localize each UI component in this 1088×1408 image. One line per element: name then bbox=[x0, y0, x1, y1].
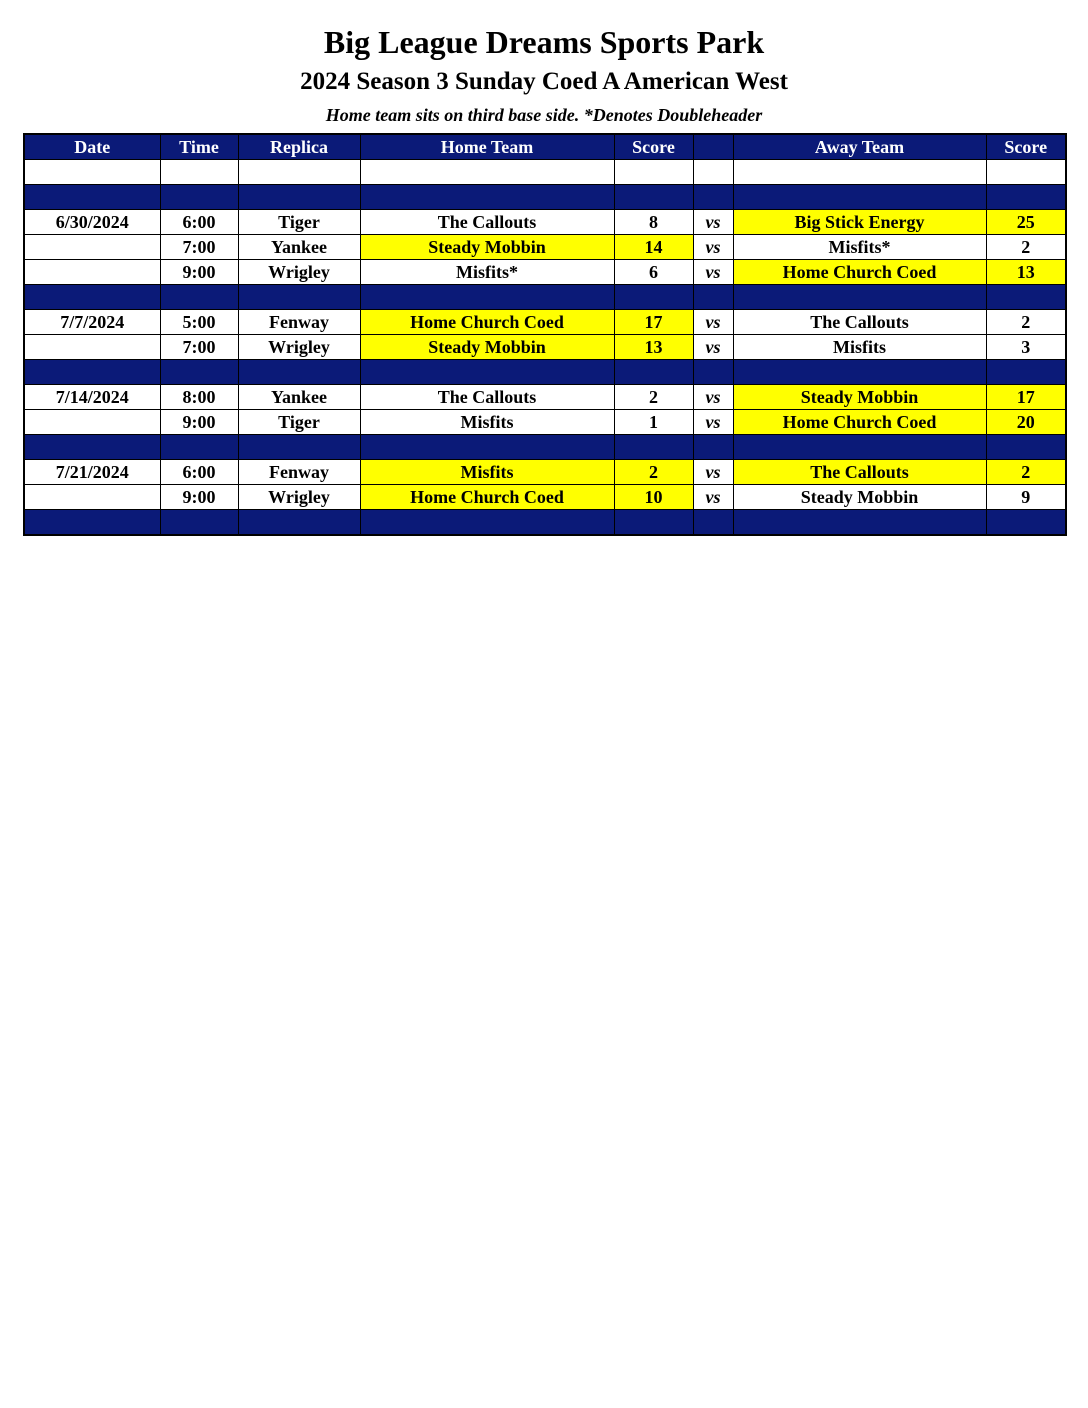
time-cell bbox=[160, 510, 238, 536]
home-team-cell: Steady Mobbin bbox=[360, 335, 614, 360]
replica-cell: Yankee bbox=[238, 235, 360, 260]
home-team-cell: The Callouts bbox=[360, 385, 614, 410]
vs-cell: vs bbox=[693, 235, 733, 260]
vs-cell: vs bbox=[693, 460, 733, 485]
away-score-cell: 2 bbox=[986, 460, 1066, 485]
home-score-cell bbox=[614, 435, 693, 460]
time-cell: 6:00 bbox=[160, 460, 238, 485]
vs-cell: vs bbox=[693, 210, 733, 235]
replica-cell bbox=[238, 360, 360, 385]
away-team-cell: Home Church Coed bbox=[733, 260, 986, 285]
time-cell: 9:00 bbox=[160, 410, 238, 435]
vs-cell bbox=[693, 510, 733, 536]
time-cell: 5:00 bbox=[160, 310, 238, 335]
table-row bbox=[24, 260, 1066, 285]
home-score-cell bbox=[614, 185, 693, 210]
home-score-cell: 13 bbox=[614, 335, 693, 360]
replica-cell: Wrigley bbox=[238, 485, 360, 510]
time-cell bbox=[160, 435, 238, 460]
vs-cell: vs bbox=[693, 410, 733, 435]
date-cell bbox=[24, 510, 160, 536]
replica-cell bbox=[238, 185, 360, 210]
home-score-cell: 8 bbox=[614, 210, 693, 235]
col-header-vs bbox=[693, 134, 733, 160]
away-team-cell bbox=[733, 360, 986, 385]
home-team-cell: The Callouts bbox=[360, 210, 614, 235]
home-score-cell: 14 bbox=[614, 235, 693, 260]
date-cell bbox=[24, 410, 160, 435]
home-score-cell bbox=[614, 360, 693, 385]
col-header-date: Date bbox=[24, 134, 160, 160]
date-cell: 6/30/2024 bbox=[24, 210, 160, 235]
col-header-away-score: Score bbox=[986, 134, 1066, 160]
home-score-cell: 17 bbox=[614, 310, 693, 335]
vs-cell bbox=[693, 360, 733, 385]
replica-cell: Yankee bbox=[238, 385, 360, 410]
home-team-cell bbox=[360, 285, 614, 310]
home-team-cell: Misfits bbox=[360, 460, 614, 485]
table-row bbox=[24, 385, 1066, 410]
replica-cell: Fenway bbox=[238, 460, 360, 485]
replica-cell: Wrigley bbox=[238, 335, 360, 360]
home-score-cell: 2 bbox=[614, 385, 693, 410]
date-cell bbox=[24, 185, 160, 210]
date-cell bbox=[24, 360, 160, 385]
table-row bbox=[24, 485, 1066, 510]
away-score-cell: 2 bbox=[986, 235, 1066, 260]
time-cell: 8:00 bbox=[160, 385, 238, 410]
away-team-cell bbox=[733, 285, 986, 310]
date-cell bbox=[24, 335, 160, 360]
away-team-cell: The Callouts bbox=[733, 310, 986, 335]
vs-cell: vs bbox=[693, 310, 733, 335]
page-note: Home team sits on third base side. *Denotes Doubleheader bbox=[325, 105, 763, 125]
replica-cell: Tiger bbox=[238, 210, 360, 235]
home-score-cell bbox=[614, 510, 693, 536]
replica-cell: Fenway bbox=[238, 310, 360, 335]
schedule-body bbox=[24, 160, 1066, 536]
away-team-cell: Home Church Coed bbox=[733, 410, 986, 435]
away-score-cell bbox=[986, 435, 1066, 460]
home-team-cell: Home Church Coed bbox=[360, 485, 614, 510]
away-score-cell: 25 bbox=[986, 210, 1066, 235]
time-cell bbox=[160, 285, 238, 310]
col-header-home-score: Score bbox=[614, 134, 693, 160]
home-score-cell: 6 bbox=[614, 260, 693, 285]
date-cell bbox=[24, 235, 160, 260]
col-header-away-team: Away Team bbox=[733, 134, 986, 160]
vs-cell: vs bbox=[693, 335, 733, 360]
home-score-cell: 2 bbox=[614, 460, 693, 485]
vs-cell bbox=[693, 435, 733, 460]
schedule-table bbox=[23, 133, 1067, 536]
home-team-cell: Steady Mobbin bbox=[360, 235, 614, 260]
away-team-cell: Big Stick Energy bbox=[733, 210, 986, 235]
away-team-cell: Steady Mobbin bbox=[733, 385, 986, 410]
vs-cell: vs bbox=[693, 485, 733, 510]
replica-cell: Tiger bbox=[238, 410, 360, 435]
table-header-row bbox=[24, 134, 1066, 160]
col-header-home-team: Home Team bbox=[360, 134, 614, 160]
away-score-cell bbox=[986, 185, 1066, 210]
col-header-replica: Replica bbox=[238, 134, 360, 160]
table-row bbox=[24, 235, 1066, 260]
date-cell bbox=[24, 435, 160, 460]
away-team-cell bbox=[733, 185, 986, 210]
date-cell bbox=[24, 260, 160, 285]
home-team-cell bbox=[360, 160, 614, 185]
home-score-cell bbox=[614, 160, 693, 185]
replica-cell bbox=[238, 285, 360, 310]
replica-cell: Wrigley bbox=[238, 260, 360, 285]
away-score-cell: 20 bbox=[986, 410, 1066, 435]
time-cell: 9:00 bbox=[160, 260, 238, 285]
vs-cell: vs bbox=[693, 260, 733, 285]
time-cell: 6:00 bbox=[160, 210, 238, 235]
time-cell: 7:00 bbox=[160, 335, 238, 360]
blank-row bbox=[24, 160, 1066, 185]
page-title: Big League Dreams Sports Park bbox=[323, 24, 765, 60]
date-cell: 7/21/2024 bbox=[24, 460, 160, 485]
away-score-cell: 2 bbox=[986, 310, 1066, 335]
time-cell bbox=[160, 160, 238, 185]
home-score-cell: 10 bbox=[614, 485, 693, 510]
home-team-cell: Misfits bbox=[360, 410, 614, 435]
page-subtitle: 2024 Season 3 Sunday Coed A American West bbox=[300, 68, 788, 95]
date-cell bbox=[24, 160, 160, 185]
time-cell: 9:00 bbox=[160, 485, 238, 510]
home-team-cell bbox=[360, 360, 614, 385]
time-cell bbox=[160, 185, 238, 210]
table-row bbox=[24, 460, 1066, 485]
away-score-cell bbox=[986, 160, 1066, 185]
separator-row bbox=[24, 360, 1066, 385]
separator-row bbox=[24, 185, 1066, 210]
table-row bbox=[24, 310, 1066, 335]
table-row bbox=[24, 410, 1066, 435]
home-score-cell bbox=[614, 285, 693, 310]
vs-cell bbox=[693, 185, 733, 210]
away-team-cell bbox=[733, 510, 986, 536]
away-score-cell: 17 bbox=[986, 385, 1066, 410]
home-score-cell: 1 bbox=[614, 410, 693, 435]
away-score-cell: 13 bbox=[986, 260, 1066, 285]
away-team-cell: Misfits* bbox=[733, 235, 986, 260]
time-cell: 7:00 bbox=[160, 235, 238, 260]
away-team-cell bbox=[733, 435, 986, 460]
col-header-time: Time bbox=[160, 134, 238, 160]
away-score-cell: 3 bbox=[986, 335, 1066, 360]
away-team-cell bbox=[733, 160, 986, 185]
separator-row bbox=[24, 435, 1066, 460]
home-team-cell: Misfits* bbox=[360, 260, 614, 285]
away-score-cell bbox=[986, 510, 1066, 536]
separator-row bbox=[24, 510, 1066, 536]
replica-cell bbox=[238, 435, 360, 460]
away-team-cell: Misfits bbox=[733, 335, 986, 360]
away-score-cell: 9 bbox=[986, 485, 1066, 510]
away-team-cell: The Callouts bbox=[733, 460, 986, 485]
home-team-cell bbox=[360, 185, 614, 210]
vs-cell: vs bbox=[693, 385, 733, 410]
date-cell bbox=[24, 285, 160, 310]
home-team-cell bbox=[360, 510, 614, 536]
away-team-cell: Steady Mobbin bbox=[733, 485, 986, 510]
date-cell bbox=[24, 485, 160, 510]
time-cell bbox=[160, 360, 238, 385]
away-score-cell bbox=[986, 285, 1066, 310]
vs-cell bbox=[693, 160, 733, 185]
home-team-cell bbox=[360, 435, 614, 460]
separator-row bbox=[24, 285, 1066, 310]
table-row bbox=[24, 335, 1066, 360]
replica-cell bbox=[238, 160, 360, 185]
vs-cell bbox=[693, 285, 733, 310]
replica-cell bbox=[238, 510, 360, 536]
date-cell: 7/7/2024 bbox=[24, 310, 160, 335]
away-score-cell bbox=[986, 360, 1066, 385]
date-cell: 7/14/2024 bbox=[24, 385, 160, 410]
home-team-cell: Home Church Coed bbox=[360, 310, 614, 335]
table-row bbox=[24, 210, 1066, 235]
